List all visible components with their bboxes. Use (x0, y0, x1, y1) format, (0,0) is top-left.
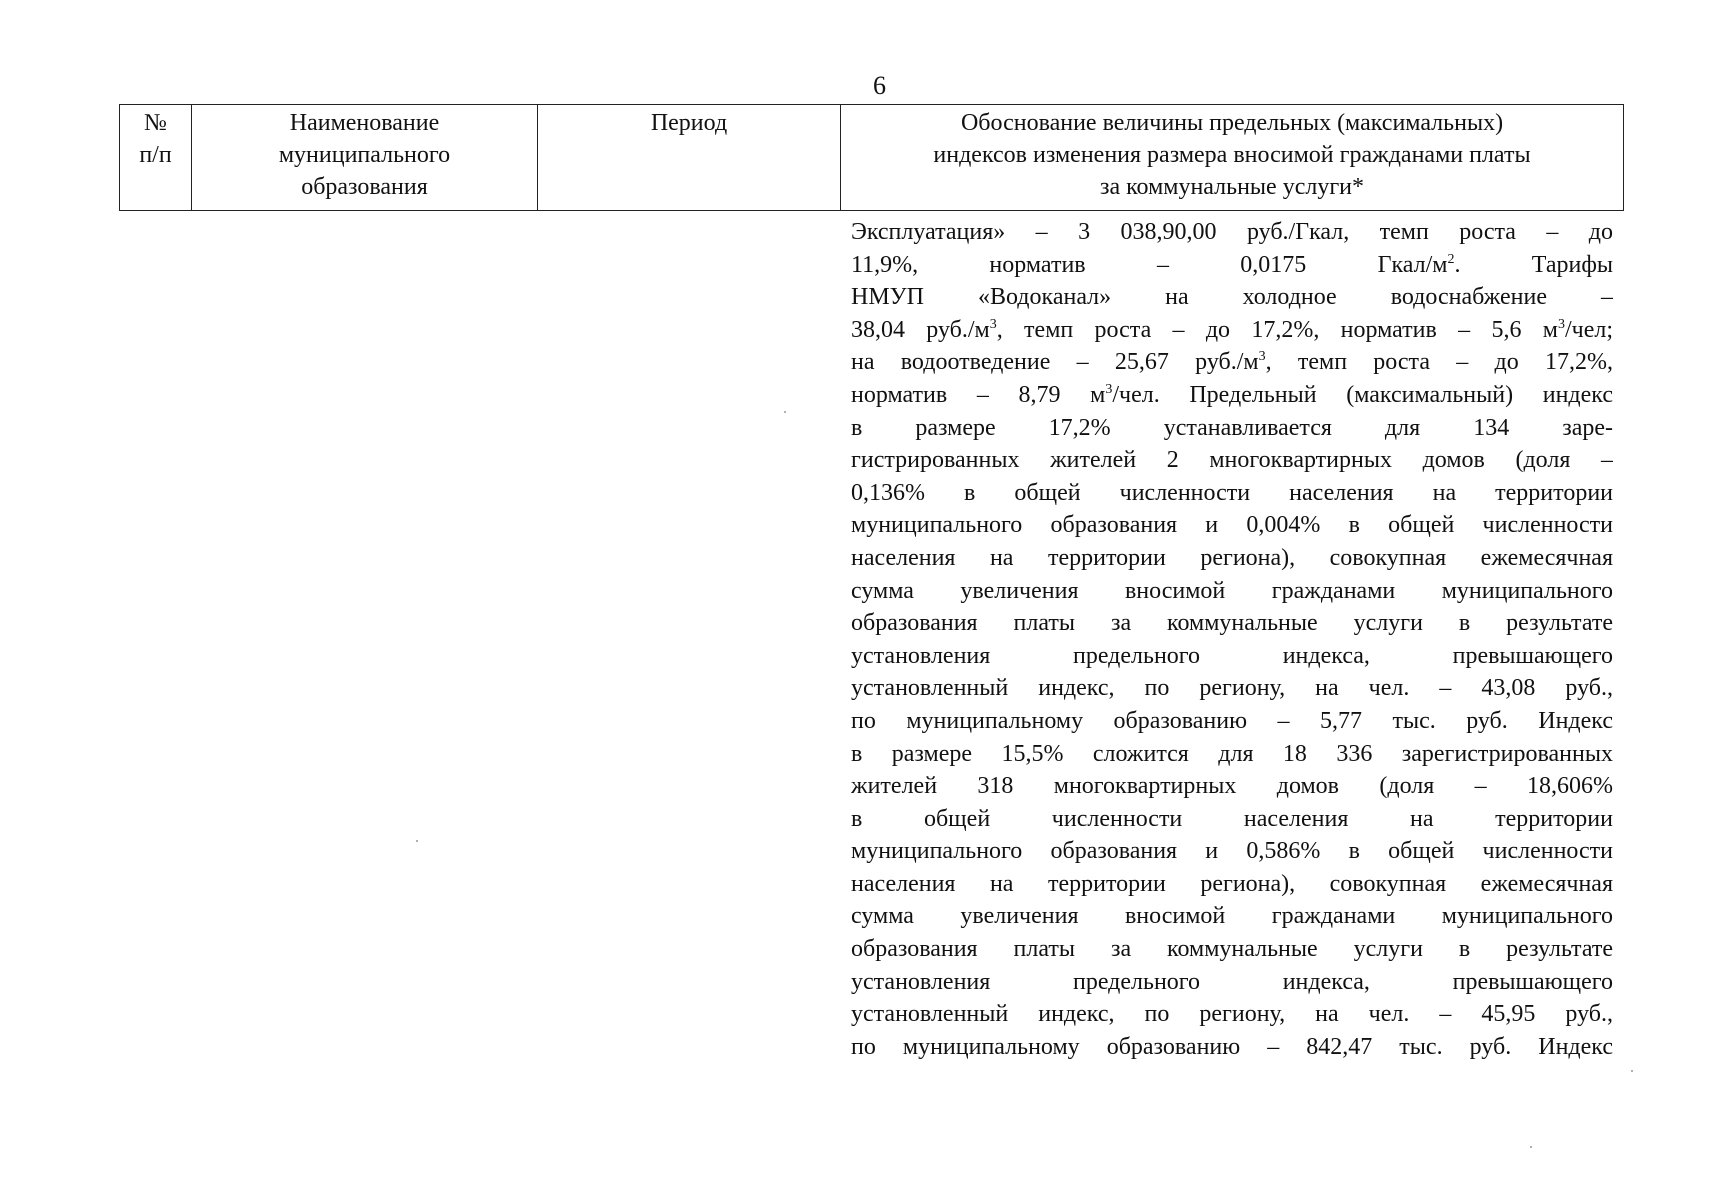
text-line: установления предельного индекса, превышающего (851, 642, 1613, 669)
text-line: норматив – 8,79 $м^3$/чел. Предельный (максимальный) индекс (851, 381, 1613, 408)
text-line: в размере 15,5% сложится для 18 336 зарегистрированных (851, 740, 1613, 767)
basis-text-column (851, 216, 1613, 1063)
scan-speck (416, 840, 418, 842)
text-line: сумма увеличения вносимой гражданами муниципального (851, 577, 1613, 604)
text-line: образования платы за коммунальные услуги в результате (851, 610, 1613, 637)
text-line: образования платы за коммунальные услуги в результате (851, 936, 1613, 963)
text-line: по муниципальному образованию – 5,77 тыс. руб. Индекс (851, 707, 1613, 734)
text-line: Эксплуатация» – 3 038,90,00 руб./Гкал, темп роста – до (851, 219, 1613, 245)
header-text: п/п (139, 142, 172, 168)
text-line: 0,136% в общей численности населения на территории (851, 479, 1613, 506)
table-header (119, 104, 1624, 211)
header-text: индексов изменения размера вносимой гражданами платы (933, 142, 1531, 168)
scan-speck (1631, 1070, 1633, 1072)
text-line: в общей численности населения на территории (851, 805, 1613, 832)
header-text: Наименование (289, 110, 440, 136)
text-line: в размере 17,2% устанавливается для 134 заре- (851, 414, 1613, 441)
text-line: НМУП «Водоканал» на холодное водоснабжение – (851, 284, 1613, 311)
text-line: 38,04 $руб./м^3$, темп роста – до 17,2%, норматив – 5,6 $м^3$/чел; (851, 316, 1613, 343)
scan-speck (1530, 1146, 1532, 1148)
text-line: муниципального образования и 0,586% в общей численности (851, 838, 1613, 865)
header-cell-number (120, 105, 192, 210)
header-cell-period (538, 105, 841, 210)
header-text: за коммунальные услуги* (1099, 174, 1365, 200)
header-cell-municipality (192, 105, 538, 210)
text-line: на водоотведение – 25,67 $руб./м^3$, темп роста – до 17,2%, (851, 349, 1613, 376)
header-text: Период (650, 110, 728, 136)
header-text: Обоснование величины предельных (максимальных) (960, 110, 1504, 136)
text-line: жителей 318 многоквартирных домов (доля – 18,606% (851, 773, 1613, 800)
header-cell-basis (841, 105, 1623, 210)
text-line: установления предельного индекса, превышающего (851, 968, 1613, 995)
header-text: образования (301, 174, 428, 200)
header-text: муниципального (278, 142, 451, 168)
scan-speck (784, 411, 786, 413)
header-text: № (144, 110, 167, 136)
text-line: населения на территории региона), совокупная ежемесячная (851, 544, 1613, 571)
text-line: установленный индекс, по региону, на чел. – 43,08 руб., (851, 675, 1613, 702)
text-line: сумма увеличения вносимой гражданами муниципального (851, 903, 1613, 930)
text-line: установленный индекс, по региону, на чел. – 45,95 руб., (851, 1001, 1613, 1028)
text-line: населения на территории региона), совокупная ежемесячная (851, 870, 1613, 897)
text-line: 11,9%, норматив – 0,0175 Гкал/$м^2$. Тарифы (851, 251, 1613, 278)
page-number: 6 (873, 71, 886, 100)
text-line: муниципального образования и 0,004% в общей численности (851, 512, 1613, 539)
text-line: гистрированных жителей 2 многоквартирных домов (доля – (851, 447, 1613, 474)
text-line: по муниципальному образованию – 842,47 тыс. руб. Индекс (851, 1033, 1613, 1060)
